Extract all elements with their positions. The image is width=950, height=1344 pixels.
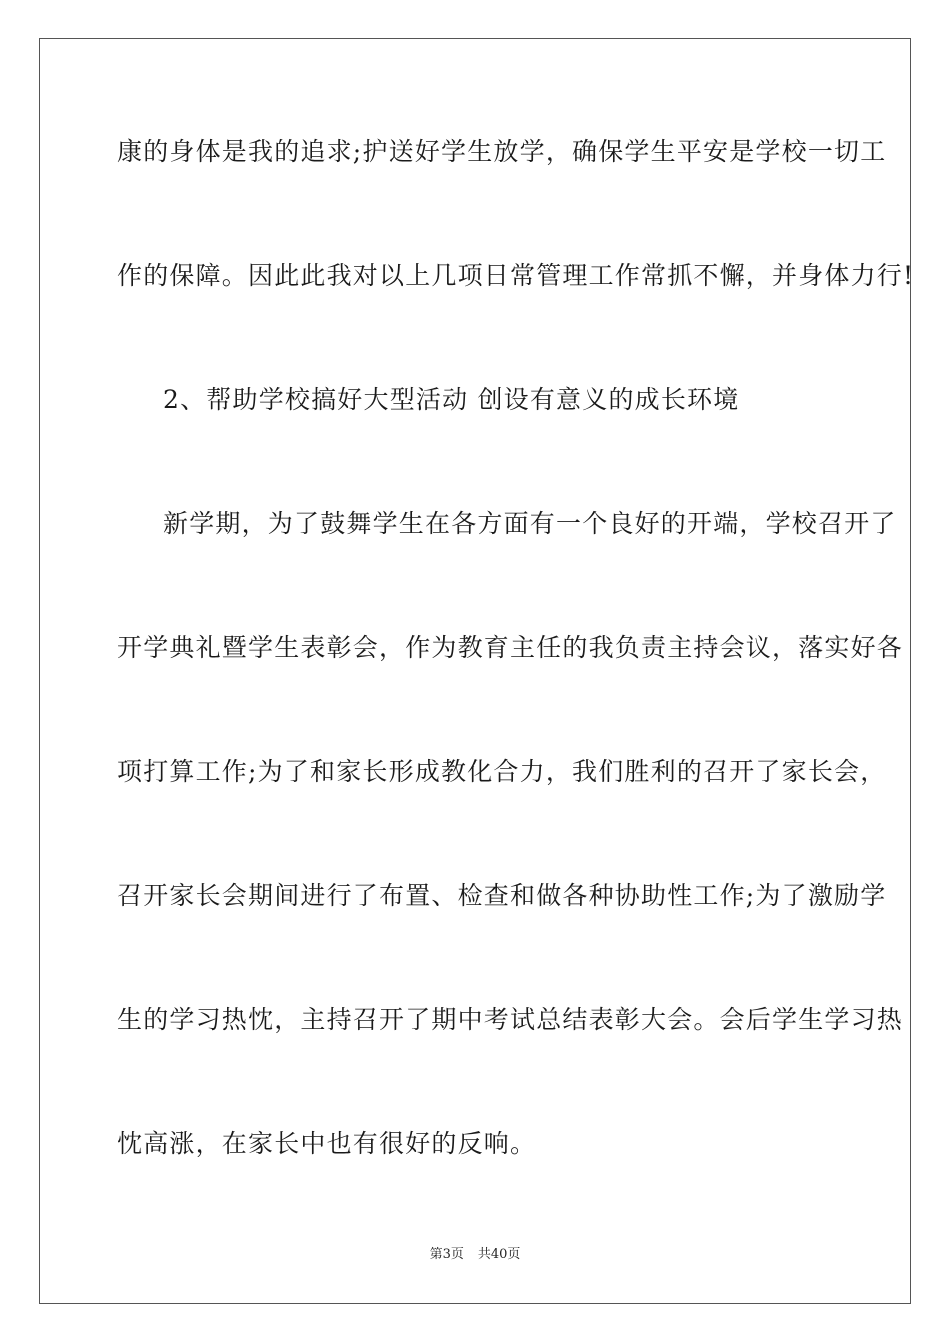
body-line-8: 忱高涨，在家长中也有很好的反响。 bbox=[117, 1129, 537, 1158]
body-line-3: 新学期，为了鼓舞学生在各方面有一个良好的开端，学校召开了 bbox=[163, 509, 897, 538]
page-frame bbox=[39, 38, 911, 1304]
body-line-4: 开学典礼暨学生表彰会，作为教育主任的我负责主持会议，落实好各 bbox=[117, 633, 904, 662]
page-number: 第3页 bbox=[429, 1247, 464, 1262]
section-heading: 2、帮助学校搞好大型活动 创设有意义的成长环境 bbox=[163, 385, 740, 414]
body-line-5: 项打算工作;为了和家长形成教化合力，我们胜利的召开了家长会， bbox=[117, 757, 887, 786]
body-line-1: 康的身体是我的追求;护送好学生放学，确保学生平安是学校一切工 bbox=[117, 137, 887, 166]
body-line-6: 召开家长会期间进行了布置、检查和做各种协助性工作;为了激励学 bbox=[117, 881, 887, 910]
body-line-7: 生的学习热忱，主持召开了期中考试总结表彰大会。会后学生学习热 bbox=[117, 1005, 904, 1034]
page-footer bbox=[0, 1246, 950, 1264]
body-line-2: 作的保障。因此此我对以上几项日常管理工作常抓不懈，并身体力行! bbox=[117, 261, 915, 290]
page-total: 共40页 bbox=[477, 1247, 521, 1262]
